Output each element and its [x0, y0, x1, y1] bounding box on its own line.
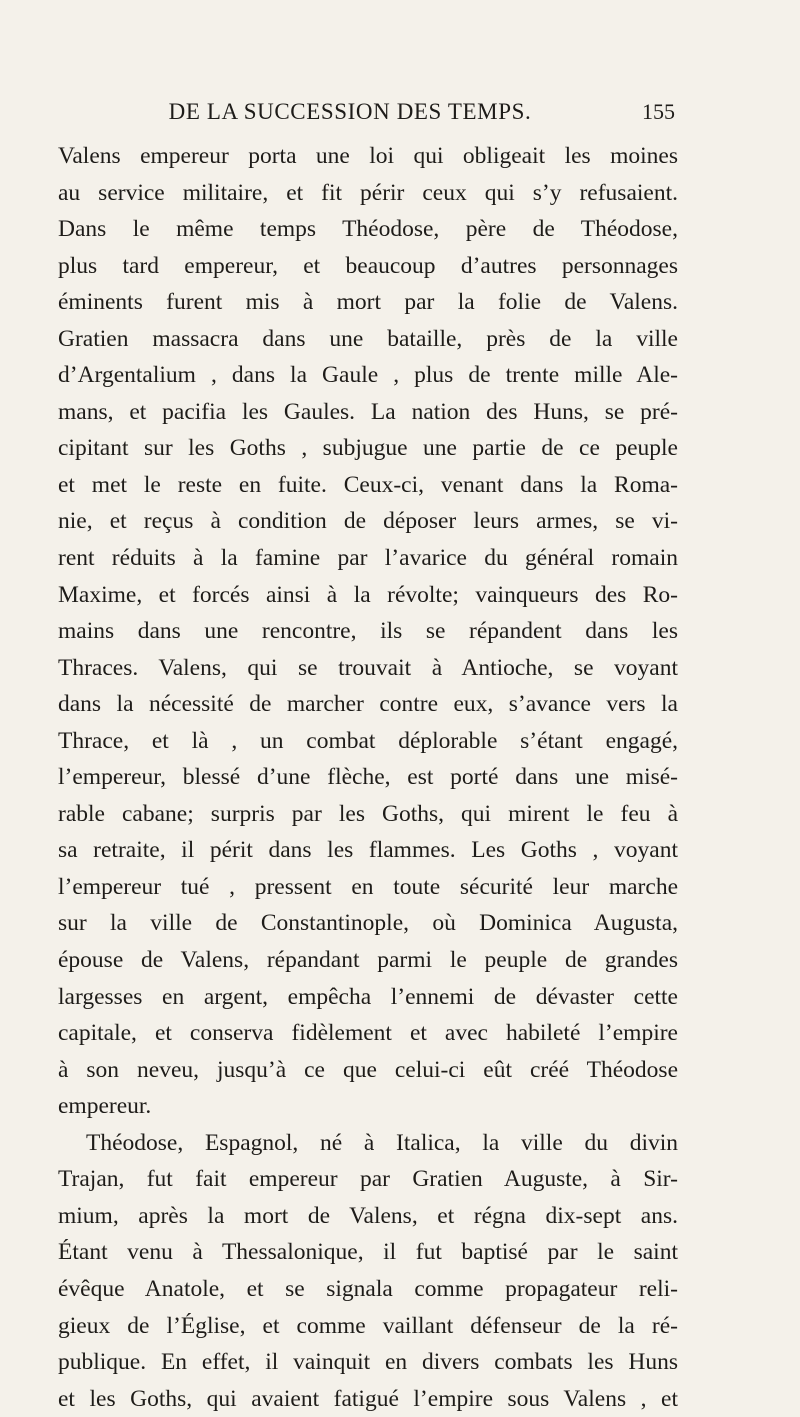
text-line: éminents furent mis à mort par la folie de Valens. [58, 289, 678, 316]
text-line: sur la ville de Constantinople, où Dominica Augusta, [58, 910, 678, 937]
text-line: plus tard empereur, et beaucoup d’autres personnages [58, 252, 678, 279]
text-line: rable cabane; surpris par les Goths, qui mirent le feu à [58, 800, 678, 827]
text-line: épouse de Valens, répandant parmi le peuple de grandes [58, 947, 678, 974]
text-line: à son neveu, jusqu’à ce que celui-ci eût créé Théodose [58, 1056, 678, 1083]
text-line: d’Argentalium , dans la Gaule , plus de trente mille Ale- [58, 362, 678, 389]
paragraph-start-line: Théodose, Espagnol, né à Italica, la ville du divin [86, 1129, 678, 1156]
text-line: l’empereur tué , pressent en toute sécurité leur marche [58, 873, 678, 900]
text-line: Thraces. Valens, qui se trouvait à Antioche, se voyant [58, 654, 678, 681]
text-line: gieux de l’Église, et comme vaillant défenseur de la ré- [58, 1312, 678, 1339]
running-title: DE LA SUCCESSION DES TEMPS. [168, 99, 532, 124]
text-line: Dans le même temps Théodose, père de Théodose, [58, 216, 678, 243]
text-line: cipitant sur les Goths , subjugue une partie de ce peuple [58, 435, 678, 462]
text-line: mium, après la mort de Valens, et régna dix-sept ans. [58, 1202, 678, 1229]
text-line: largesses en argent, empêcha l’ennemi de dévaster cette [58, 983, 678, 1010]
text-line: Trajan, fut fait empereur par Gratien Auguste, à Sir- [58, 1166, 678, 1193]
running-head [0, 92, 800, 132]
text-line: et les Goths, qui avaient fatigué l’empire sous Valens , et [58, 1385, 678, 1412]
text-line: rent réduits à la famine par l’avarice du général romain [58, 545, 678, 572]
text-line: mans, et pacifia les Gaules. La nation des Huns, se pré- [58, 398, 678, 425]
text-line: Gratien massacra dans une bataille, près de la ville [58, 325, 678, 352]
text-line: sa retraite, il périt dans les flammes. Les Goths , voyant [58, 837, 678, 864]
text-line: Étant venu à Thessalonique, il fut baptisé par le saint [58, 1239, 678, 1266]
text-line: Thrace, et là , un combat déplorable s’étant engagé, [58, 727, 678, 754]
body-text [58, 138, 678, 1417]
text-line: au service militaire, et fit périr ceux qui s’y refusaient. [58, 179, 678, 206]
paragraph-end-line: empereur. [58, 1093, 152, 1120]
text-line: Maxime, et forcés ainsi à la révolte; vainqueurs des Ro- [58, 581, 678, 608]
text-line: capitale, et conserva fidèlement et avec habileté l’empire [58, 1020, 678, 1047]
text-line: l’empereur, blessé d’une flèche, est porté dans une misé- [58, 764, 678, 791]
text-line: mains dans une rencontre, ils se répandent dans les [58, 618, 678, 645]
text-line: nie, et reçus à condition de déposer leurs armes, se vi- [58, 508, 678, 535]
text-line: publique. En effet, il vainquit en divers combats les Huns [58, 1349, 678, 1376]
text-line: et met le reste en fuite. Ceux-ci, venant dans la Roma- [58, 471, 678, 498]
text-line: dans la nécessité de marcher contre eux, s’avance vers la [58, 691, 678, 718]
page-number: 155 [642, 99, 675, 124]
text-line: évêque Anatole, et se signala comme propagateur reli- [58, 1275, 678, 1302]
text-line: Valens empereur porta une loi qui obligeait les moines [58, 143, 678, 169]
